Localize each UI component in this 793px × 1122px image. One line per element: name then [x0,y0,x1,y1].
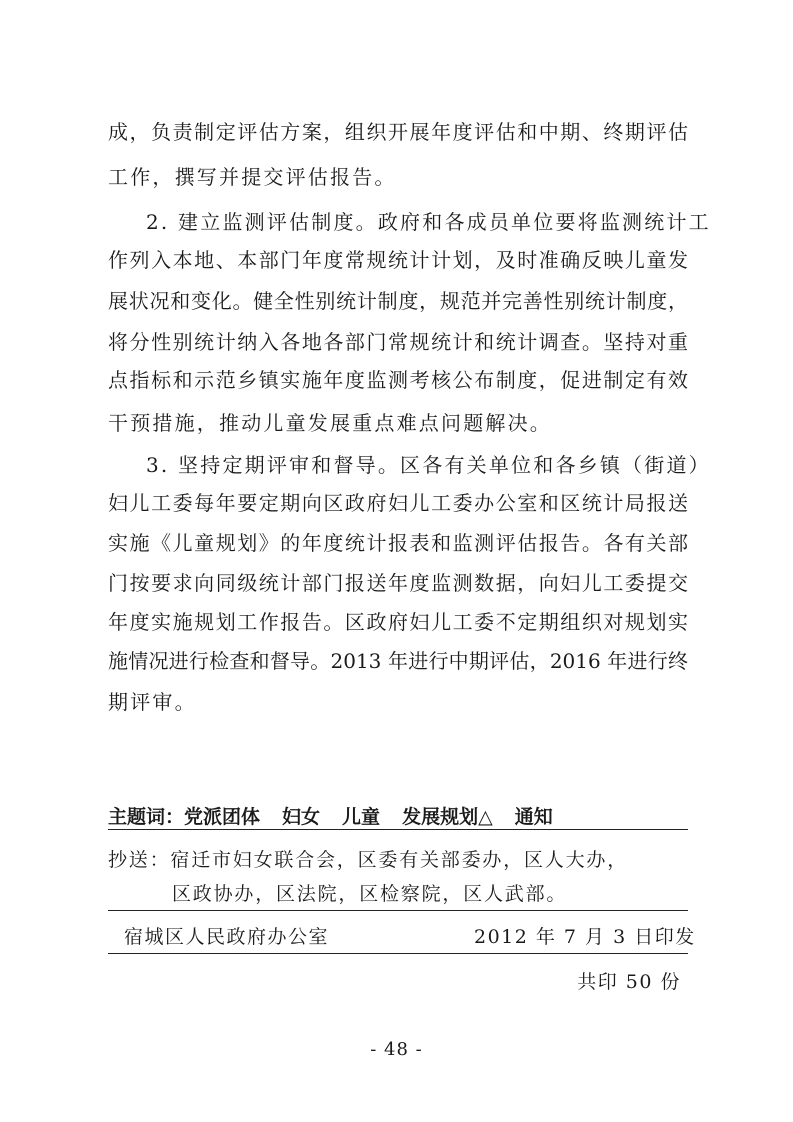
body-line-7: 点指标和示范乡镇实施年度监测考核公布制度，促进制定有效 [108,368,688,392]
body-line-5: 展状况和变化。健全性别统计制度，规范并完善性别统计制度， [108,289,688,313]
subject-keyword: 通知 [514,806,553,828]
body-line-3: 2. 建立监测评估制度。政府和各成员单位要将监测统计工 [146,210,711,234]
subject-keyword: 儿童 [342,806,381,828]
body-line-11: 实施《儿童规划》的年度统计报表和监测评估报告。各有关部 [108,531,688,555]
cc-divider [108,910,688,911]
body-line-9: 3. 坚持定期评审和督导。区各有关单位和各乡镇（街道） [146,453,711,477]
body-line-2: 工作，撰写并提交评估报告。 [108,165,397,189]
subject-keyword: 妇女 [282,806,321,828]
cc-recipients-1: 宿迁市妇女联合会，区委有关部委办，区人大办， [170,849,629,871]
body-line-15: 期评审。 [108,690,197,714]
subject-keyword: 党派团体 [184,806,261,828]
body-line-13: 年度实施规划工作报告。区政府妇儿工委不定期组织对规划实 [108,610,688,634]
body-line-4: 作列入本地、本部门年度常规统计计划，及时准确反映儿童发 [108,248,688,272]
copies-count: 共印 50 份 [577,971,681,993]
issuing-office: 宿城区人民政府办公室 [124,926,330,948]
cc-line-2: 区政协办，区法院，区检察院，区人武部。 [172,883,568,905]
cc-line-1 [108,846,628,874]
body-line-8: 干预措施，推动儿童发展重点难点问题解决。 [108,411,552,435]
subject-divider [108,829,688,830]
body-line-12: 门按要求向同级统计部门报送年度监测数据，向妇儿工委提交 [108,571,688,595]
issuer-divider [108,953,688,954]
cc-label: 抄送： [108,849,171,871]
body-line-1: 成，负责制定评估方案，组织开展年度评估和中期、终期评估 [108,120,688,144]
body-line-10: 妇儿工委每年要定期向区政府妇儿工委办公室和区统计局报送 [108,491,688,515]
subject-label: 主题词： [108,806,185,828]
page-number: - 48 - [370,1039,423,1060]
subject-keywords [108,803,688,831]
body-line-14: 施情况进行检查和督导。2013 年进行中期评估，2016 年进行终 [108,649,688,673]
body-line-6: 将分性别统计纳入各地各部门常规统计和统计调查。坚持对重 [108,330,688,354]
issue-date: 2012 年 7 月 3 日印发 [474,926,696,948]
subject-keyword: 发展规划△ [402,806,493,828]
